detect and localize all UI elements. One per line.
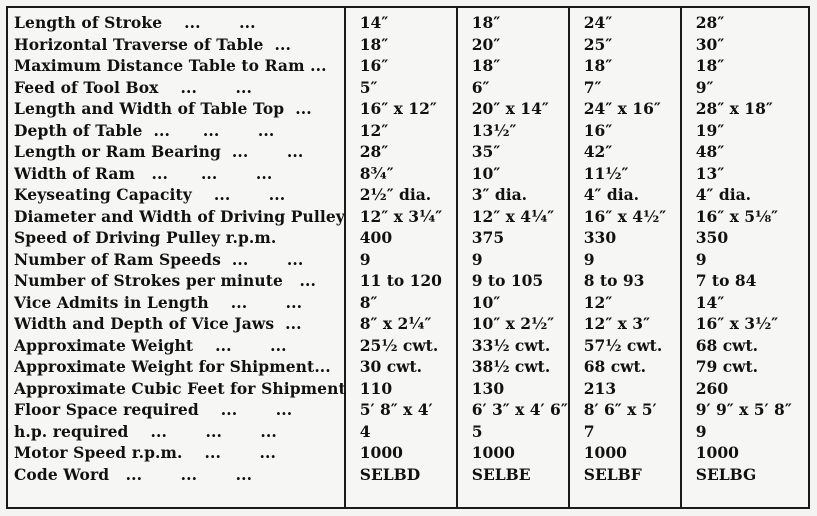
value-cell: 16″ x 12″ <box>359 99 437 119</box>
value-cell: 7″ <box>583 77 602 97</box>
value-cell: 12″ x 3″ <box>583 314 650 334</box>
row-label-cell <box>14 206 346 228</box>
value-cell: 13″ <box>695 163 725 183</box>
row-label-cell <box>14 249 346 271</box>
row-label: Number of Strokes per minute <box>14 271 283 291</box>
value-cell: 14″ <box>359 13 389 33</box>
value-cell: 10″ <box>471 292 501 312</box>
value-cell: 12″ x 4¼″ <box>471 206 555 226</box>
row-label-cell <box>14 34 346 56</box>
value-cell: 8″ <box>359 292 378 312</box>
value-cell: 1000 <box>471 443 515 463</box>
table-row <box>14 356 794 378</box>
table-row <box>14 55 794 77</box>
row-label: h.p. required <box>14 421 129 441</box>
value-cell: 24″ x 16″ <box>583 99 661 119</box>
row-label: Width of Ram <box>14 163 135 183</box>
value-cell: 9 <box>471 249 483 269</box>
row-label: Code Word <box>14 464 110 484</box>
value-cell: 9 <box>695 421 707 441</box>
row-label-cell <box>14 141 346 163</box>
table-row <box>14 184 794 206</box>
value-cell: 330 <box>583 228 617 248</box>
value-cell: 18″ <box>359 34 389 54</box>
table-row <box>14 442 794 464</box>
leader-dots: ... ... <box>162 13 256 33</box>
row-label-cell <box>14 399 346 421</box>
leader-dots: ... <box>304 56 327 76</box>
row-label-cell <box>14 421 346 443</box>
row-label-cell <box>14 77 346 99</box>
table-row <box>14 120 794 142</box>
value-cell: 48″ <box>695 142 725 162</box>
row-label: Approximate Weight <box>14 335 194 355</box>
value-cell: 68 cwt. <box>695 335 759 355</box>
leader-dots: ... <box>263 34 291 54</box>
leader-dots: ... ... <box>182 443 276 463</box>
leader-dots: ... ... <box>191 185 286 205</box>
value-cell: 13½″ <box>471 120 517 140</box>
table-row <box>14 227 794 249</box>
value-cell: SELBG <box>695 464 757 484</box>
leader-dots: ... <box>284 99 312 119</box>
table-row <box>14 163 794 185</box>
value-cell: 18″ <box>583 56 613 76</box>
value-cell: 11 to 120 <box>359 271 442 291</box>
value-cell: 20″ x 14″ <box>471 99 549 119</box>
row-label: Length and Width of Table Top <box>14 99 285 119</box>
leader-dots: ... ... <box>158 77 252 97</box>
leader-dots: ... ... <box>208 292 303 312</box>
value-cell: 9 to 105 <box>471 271 544 291</box>
row-label: Motor Speed r.p.m. <box>14 443 183 463</box>
row-label-cell <box>14 120 346 142</box>
row-label-cell <box>14 55 346 77</box>
row-label-cell <box>14 335 346 357</box>
value-cell: 38½ cwt. <box>471 357 551 377</box>
row-label-cell <box>14 464 346 486</box>
table-row <box>14 421 794 443</box>
value-cell: 68 cwt. <box>583 357 647 377</box>
value-cell: 350 <box>695 228 729 248</box>
value-cell: 6′ 3″ x 4′ 6″ <box>471 400 568 420</box>
row-label: Maximum Distance Table to Ram <box>14 56 305 76</box>
value-cell: SELBF <box>583 464 642 484</box>
value-cell: 5″ <box>359 77 378 97</box>
row-label: Feed of Tool Box <box>14 77 159 97</box>
row-label-cell <box>14 292 346 314</box>
value-cell: 260 <box>695 378 729 398</box>
value-cell: 9′ 9″ x 5′ 8″ <box>695 400 792 420</box>
value-cell: 213 <box>583 378 617 398</box>
leader-dots: ... ... ... <box>142 120 275 140</box>
value-cell: 12″ <box>359 120 389 140</box>
value-cell: 57½ cwt. <box>583 335 663 355</box>
row-label: Keyseating Capacity <box>14 185 192 205</box>
value-cell: 16″ x 4½″ <box>583 206 667 226</box>
value-cell: 10″ x 2½″ <box>471 314 555 334</box>
value-cell: 16″ <box>359 56 389 76</box>
leader-dots: ... ... <box>193 335 287 355</box>
value-cell: 30 cwt. <box>359 357 423 377</box>
value-cell: 9 <box>695 249 707 269</box>
value-cell: SELBE <box>471 464 531 484</box>
row-label: Length or Ram Bearing <box>14 142 221 162</box>
value-cell: 8″ x 2¼″ <box>359 314 432 334</box>
leader-dots: ... ... ... <box>134 163 273 183</box>
value-cell: 5 <box>471 421 483 441</box>
table-row <box>14 206 794 228</box>
value-cell: 25″ <box>583 34 613 54</box>
row-label-cell <box>14 270 346 292</box>
table-row <box>14 34 794 56</box>
value-cell: 130 <box>471 378 505 398</box>
value-cell: 4″ dia. <box>583 185 640 205</box>
table-row <box>14 12 794 34</box>
value-cell: 18″ <box>471 56 501 76</box>
row-label: Width and Depth of Vice Jaws <box>14 314 275 334</box>
row-label: Length of Stroke <box>14 13 163 33</box>
leader-dots: ... <box>283 271 316 291</box>
value-cell: 4″ dia. <box>695 185 752 205</box>
table-row <box>14 464 794 486</box>
row-label: Horizontal Traverse of Table <box>14 34 264 54</box>
value-cell: 4 <box>359 421 371 441</box>
value-cell: 1000 <box>583 443 627 463</box>
table-row <box>14 77 794 99</box>
row-label: Speed of Driving Pulley r.p.m. <box>14 228 277 248</box>
value-cell: 8¾″ <box>359 163 394 183</box>
value-cell: 14″ <box>695 292 725 312</box>
value-cell: 7 <box>583 421 595 441</box>
value-cell: 20″ <box>471 34 501 54</box>
value-cell: 28″ <box>359 142 389 162</box>
value-cell: 9 <box>583 249 595 269</box>
leader-dots: ... <box>314 357 331 377</box>
value-cell: 42″ <box>583 142 613 162</box>
row-label: Approximate Weight for Shipment <box>14 357 315 377</box>
value-cell: 79 cwt. <box>695 357 759 377</box>
leader-dots: ... <box>274 314 302 334</box>
specification-table <box>14 12 794 485</box>
value-cell: 28″ <box>695 13 725 33</box>
table-row <box>14 313 794 335</box>
value-cell: 35″ <box>471 142 501 162</box>
value-cell: 16″ <box>583 120 613 140</box>
row-label: Diameter and Width of Driving Pulley <box>14 206 345 226</box>
value-cell: 12″ x 3¼″ <box>359 206 443 226</box>
value-cell: 400 <box>359 228 393 248</box>
value-cell: 16″ x 3½″ <box>695 314 779 334</box>
leader-dots: ... ... <box>220 249 304 269</box>
row-label-cell <box>14 184 346 206</box>
value-cell: 8 to 93 <box>583 271 645 291</box>
row-label: Vice Admits in Length <box>14 292 209 312</box>
value-cell: 1000 <box>695 443 739 463</box>
value-cell: 16″ x 5⅛″ <box>695 206 779 226</box>
row-label-cell <box>14 163 346 185</box>
row-label: Number of Ram Speeds <box>14 249 221 269</box>
table-row <box>14 98 794 120</box>
leader-dots: ... ... ... <box>109 464 253 484</box>
value-cell: 24″ <box>583 13 613 33</box>
leader-dots: ... ... <box>220 142 304 162</box>
value-cell: 5′ 8″ x 4′ <box>359 400 433 420</box>
value-cell: 28″ x 18″ <box>695 99 773 119</box>
row-label-cell <box>14 227 346 249</box>
value-cell: 18″ <box>471 13 501 33</box>
value-cell: 7 to 84 <box>695 271 757 291</box>
value-cell: 19″ <box>695 120 725 140</box>
leader-dots: ... ... <box>198 400 293 420</box>
value-cell: 1000 <box>359 443 403 463</box>
value-cell: 11½″ <box>583 163 629 183</box>
table-row <box>14 292 794 314</box>
value-cell: 375 <box>471 228 505 248</box>
value-cell: 25½ cwt. <box>359 335 439 355</box>
table-row <box>14 399 794 421</box>
table-row <box>14 378 794 400</box>
value-cell: 2½″ dia. <box>359 185 432 205</box>
table-row <box>14 249 794 271</box>
row-label-cell <box>14 12 346 34</box>
value-cell: 6″ <box>471 77 490 97</box>
value-cell: 3″ dia. <box>471 185 528 205</box>
table-row <box>14 141 794 163</box>
value-cell: 18″ <box>695 56 725 76</box>
row-label: Floor Space required <box>14 400 199 420</box>
value-cell: 9 <box>359 249 371 269</box>
row-label-cell <box>14 442 346 464</box>
value-cell: 10″ <box>471 163 501 183</box>
table-row <box>14 335 794 357</box>
row-label-cell <box>14 98 346 120</box>
value-cell: 30″ <box>695 34 725 54</box>
row-label-cell <box>14 356 346 378</box>
row-label-cell <box>14 378 346 400</box>
leader-dots: ... ... ... <box>128 421 277 441</box>
value-cell: 12″ <box>583 292 613 312</box>
value-cell: SELBD <box>359 464 421 484</box>
row-label-cell <box>14 313 346 335</box>
value-cell: 8′ 6″ x 5′ <box>583 400 657 420</box>
value-cell: 9″ <box>695 77 714 97</box>
row-label: Approximate Cubic Feet for Shipment <box>14 378 346 398</box>
value-cell: 33½ cwt. <box>471 335 551 355</box>
value-cell: 110 <box>359 378 393 398</box>
table-row <box>14 270 794 292</box>
row-label: Depth of Table <box>14 120 143 140</box>
